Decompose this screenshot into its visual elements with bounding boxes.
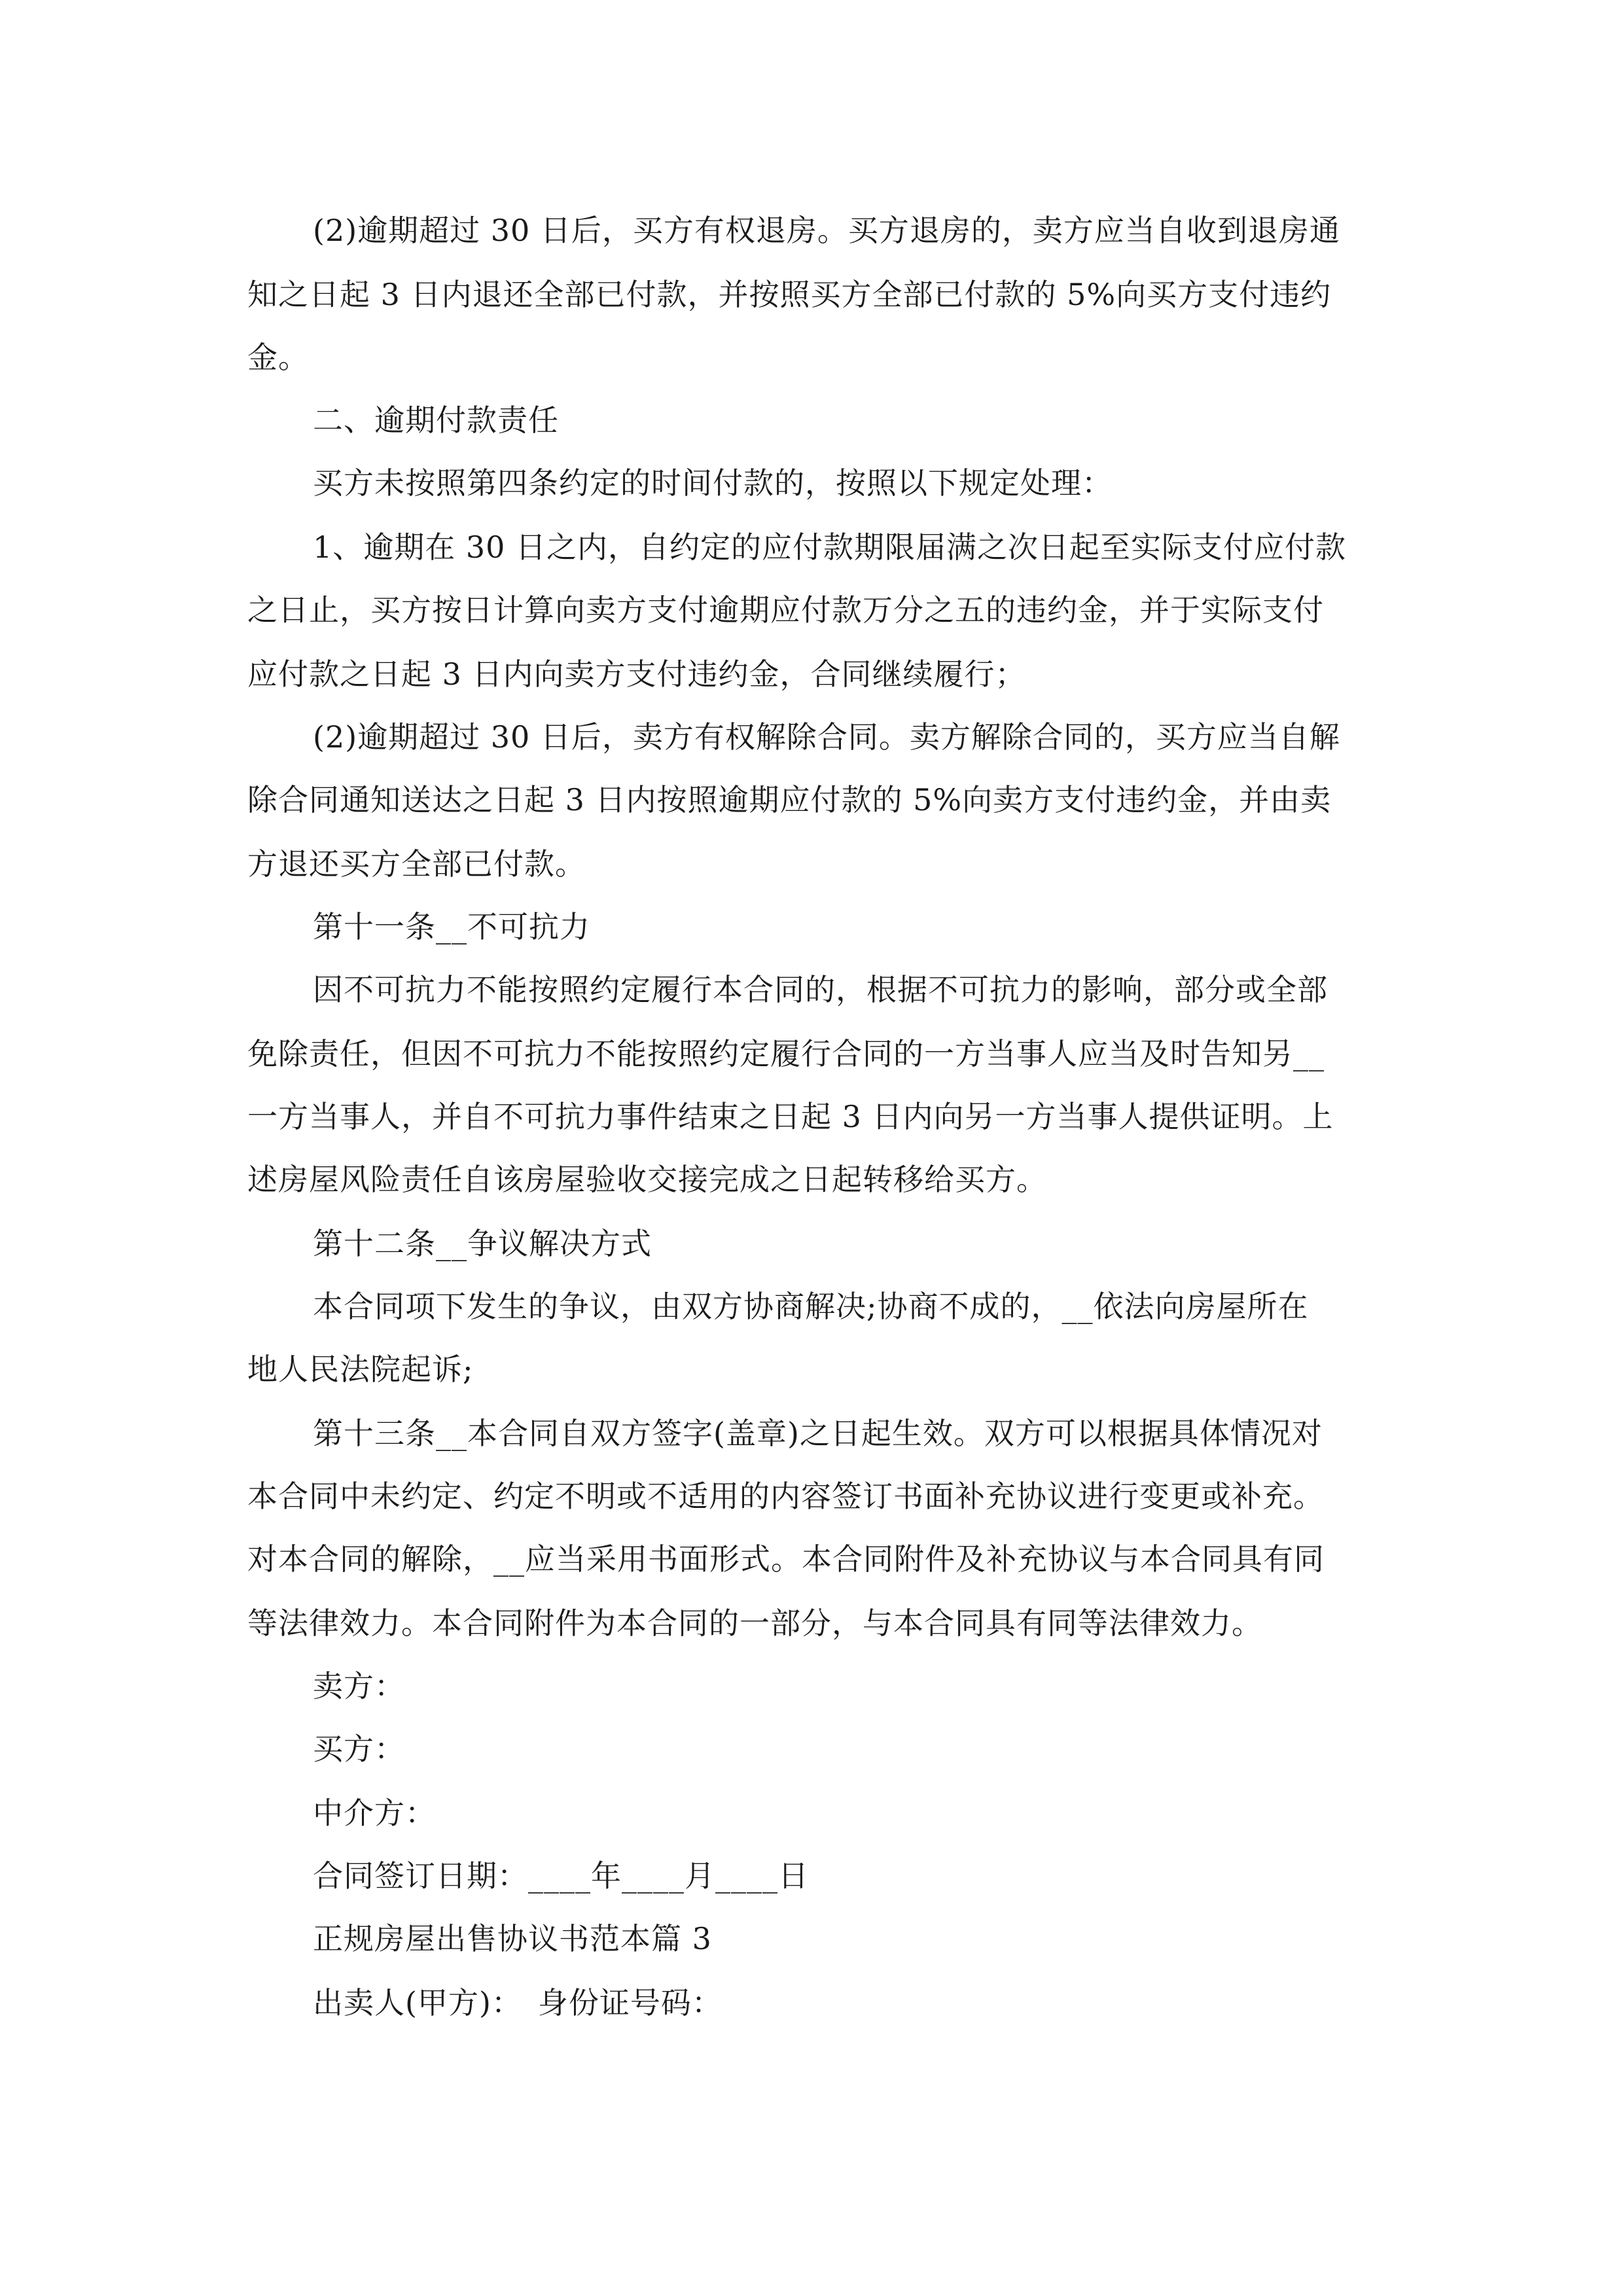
article-heading: 第十一条__不可抗力 xyxy=(313,909,590,944)
text-line: 本合同中未约定、约定不明或不适用的内容签订书面补充协议进行变更或补充。 xyxy=(247,1479,1324,1514)
text-line: 本合同项下发生的争议，由双方协商解决;协商不成的，__依法向房屋所在 xyxy=(313,1289,1309,1324)
signing-date-line: 合同签订日期：____年____月____日 xyxy=(313,1858,809,1893)
document-section-title: 正规房屋出售协议书范本篇 3 xyxy=(313,1921,712,1956)
text-line: 第十三条__本合同自双方签字(盖章)之日起生效。双方可以根据具体情况对 xyxy=(313,1416,1323,1451)
text-line: 买方未按照第四条约定的时间付款的，按照以下规定处理： xyxy=(313,465,1113,501)
text-line: 1、逾期在 30 日之内，自约定的应付款期限届满之次日起至实际支付应付款 xyxy=(313,529,1347,565)
seller-party-line: 出卖人(甲方)： 身份证号码： xyxy=(313,1985,722,2020)
text-line: (2)逾期超过 30 日后，买方有权退房。买方退房的，卖方应当自收到退房通 xyxy=(313,213,1340,248)
article-heading: 第十二条__争议解决方式 xyxy=(313,1226,652,1261)
text-line: 方退还买方全部已付款。 xyxy=(247,846,586,882)
text-line: 地人民法院起诉; xyxy=(247,1352,474,1387)
text-line: 免除责任，但因不可抗力不能按照约定履行合同的一方当事人应当及时告知另__ xyxy=(247,1036,1325,1071)
section-heading: 二、逾期付款责任 xyxy=(313,403,559,438)
text-line: (2)逾期超过 30 日后，卖方有权解除合同。卖方解除合同的，买方应当自解 xyxy=(313,719,1340,755)
text-line: 金。 xyxy=(247,340,309,375)
agent-signature-label: 中介方： xyxy=(313,1795,436,1831)
text-line: 因不可抗力不能按照约定履行本合同的，根据不可抗力的影响，部分或全部 xyxy=(313,972,1328,1007)
text-line: 对本合同的解除，__应当采用书面形式。本合同附件及补充协议与本合同具有同 xyxy=(247,1541,1325,1577)
text-line: 述房屋风险责任自该房屋验收交接完成之日起转移给买方。 xyxy=(247,1162,1047,1197)
text-line: 知之日起 3 日内退还全部已付款，并按照买方全部已付款的 5%向买方支付违约 xyxy=(247,277,1332,312)
text-line: 除合同通知送达之日起 3 日内按照逾期应付款的 5%向卖方支付违约金，并由卖 xyxy=(247,782,1332,817)
text-line: 之日止，买方按日计算向卖方支付逾期应付款万分之五的违约金，并于实际支付 xyxy=(247,592,1324,628)
text-line: 等法律效力。本合同附件为本合同的一部分，与本合同具有同等法律效力。 xyxy=(247,1605,1262,1641)
text-line: 一方当事人，并自不可抗力事件结束之日起 3 日内向另一方当事人提供证明。上 xyxy=(247,1099,1334,1134)
text-line: 应付款之日起 3 日内向卖方支付违约金，合同继续履行； xyxy=(247,656,1026,692)
seller-signature-label: 卖方： xyxy=(313,1668,405,1704)
buyer-signature-label: 买方： xyxy=(313,1731,405,1767)
